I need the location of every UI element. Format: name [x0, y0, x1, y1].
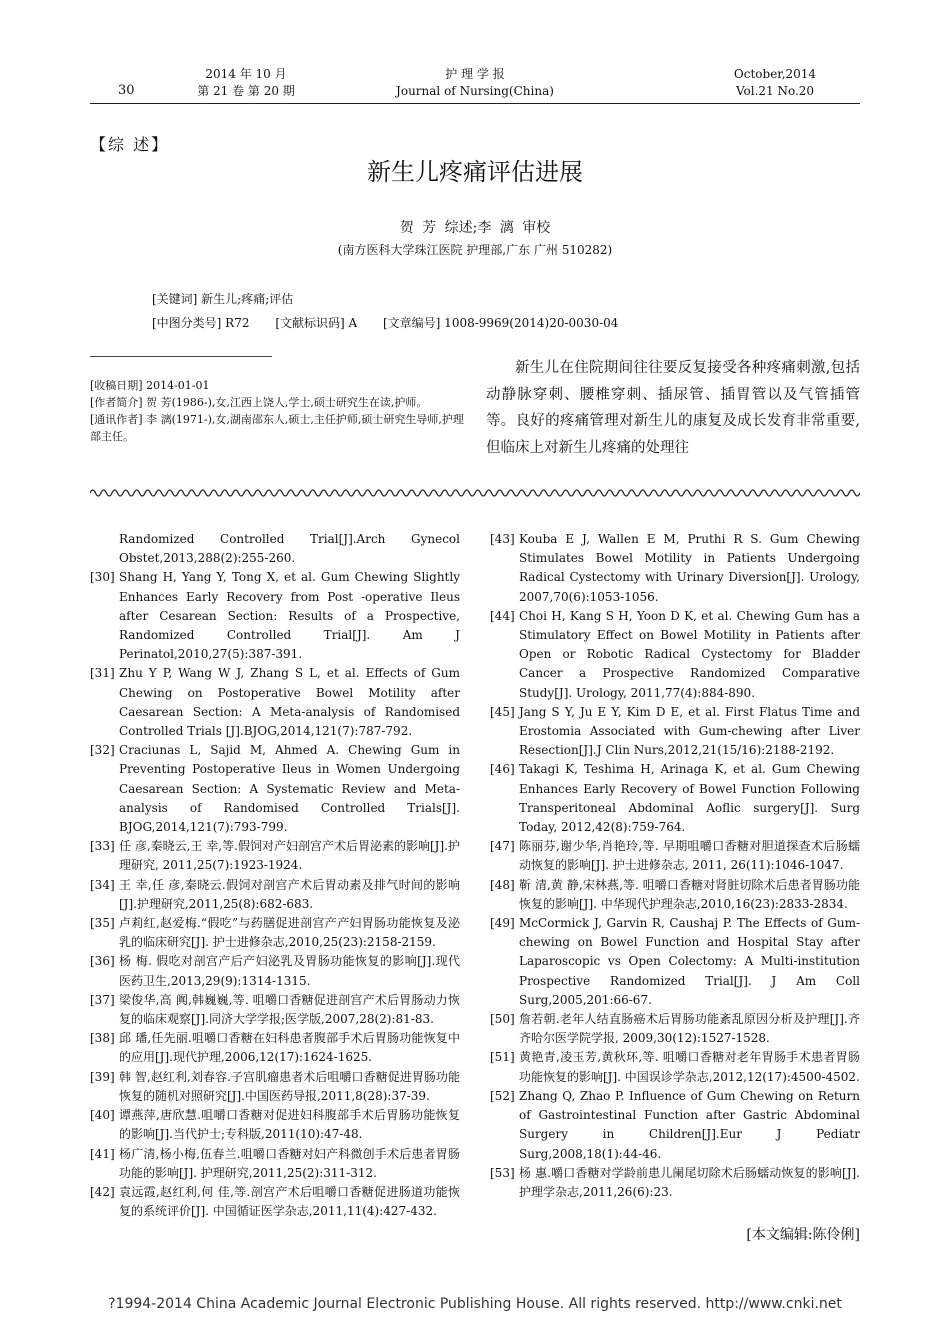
reference-item: [490, 1048, 860, 1086]
reference-number: [34]: [90, 877, 115, 892]
reference-text: 靳 清,黄 静,宋林燕,等. 咀嚼口香糖对肾脏切除术后患者胃肠功能恢复的影响[J]. 中华现代护理杂志,2010,16(23):2833-2834.: [519, 877, 860, 911]
reference-text: 任 彦,秦晓云,王 幸,等.假饲对产妇剖宫产术后胃泌素的影响[J].护理研究, 2011,25(7):1923-1924.: [119, 839, 460, 873]
reference-text: Randomized Controlled Trial[J].Arch Gynecol Obstet,2013,288(2):255-260.: [119, 532, 460, 566]
reference-item: [90, 1029, 460, 1067]
reference-number: [45]: [490, 704, 515, 719]
header-date-volume: [176, 66, 316, 100]
reference-item: [490, 837, 860, 875]
reference-item: [90, 741, 460, 837]
page-number: 30: [118, 83, 135, 98]
reference-item: [90, 876, 460, 914]
reference-text: 黄艳青,凌玉芳,黄秋环,等. 咀嚼口香糖对老年胃肠手术患者胃肠功能恢复的影响[J]. 中国误诊学杂志,2012,12(17):4500-4502.: [519, 1050, 860, 1084]
reference-number: [51]: [490, 1050, 515, 1065]
reference-item: [490, 530, 860, 607]
corresponding-author: [通讯作者] 李 漓(1971-),女,湖南邵东人,硕士,主任护师,硕士研究生导师,护理部主任。: [90, 413, 464, 443]
reference-number: [32]: [90, 743, 115, 758]
reference-number: [53]: [490, 1165, 515, 1180]
reference-number: [39]: [90, 1069, 115, 1084]
reference-item: [90, 991, 460, 1029]
article-affiliation: (南方医科大学珠江医院 护理部,广东 广州 510282): [337, 243, 613, 257]
header-vol-en: Vol.21 No.20: [735, 84, 815, 98]
header-month-en: October,2014: [733, 67, 817, 81]
editor-note: [本文编辑:陈伶俐]: [746, 1227, 860, 1243]
reference-item: [490, 876, 860, 914]
reference-item: [490, 703, 860, 761]
intro-paragraph: 新生儿在住院期间往往要反复接受各种疼痛刺激,包括动静脉穿刺、腰椎穿刺、插尿管、插胃管以及气管插管等。良好的疼痛管理对新生儿的康复及成长发育非常重要,但临床上对新生儿疼痛的处理往: [486, 360, 860, 456]
reference-number: [42]: [90, 1184, 115, 1199]
header-journal: [380, 66, 570, 100]
reference-text: 王 幸,任 彦,秦晓云.假饲对剖宫产术后胃动素及排气时间的影响[J].护理研究,2011,25(8):682-683.: [119, 877, 460, 911]
reference-item: [90, 952, 460, 990]
header-date: 2014 年 10 月: [205, 67, 287, 81]
reference-item: [90, 1145, 460, 1183]
reference-number: [40]: [90, 1108, 115, 1123]
reference-text: 卢莉红,赵爱梅.“假吃”与药膳促进剖宫产产妇胃肠功能恢复及泌乳的临床研究[J]. 护士进修杂志,2010,25(23):2158-2159.: [119, 916, 460, 950]
reference-number: [52]: [490, 1088, 515, 1103]
copyright-footer: ?1994-2014 China Academic Journal Electronic Publishing House. All rights reserved. http://www.cnki.net: [108, 1296, 842, 1312]
reference-number: [31]: [90, 666, 115, 681]
reference-number: [35]: [90, 916, 115, 931]
reference-number: [30]: [90, 570, 115, 585]
classification-code: [中图分类号] R72: [152, 316, 250, 330]
reference-number: [47]: [490, 839, 515, 854]
reference-item: [90, 1183, 460, 1221]
reference-text: Zhu Y P, Wang W J, Zhang S L, et al. Effects of Gum Chewing on Postoperative Bowel Motility after Caesarean Section: A Meta-analysis of Randomised Controlled Trials [J].BJOG,2014,121(7):787-792.: [119, 666, 460, 739]
reference-text: 梁俊华,高 阗,韩巍巍,等. 咀嚼口香糖促进剖宫产术后胃肠动力恢复的临床观察[J].同济大学学报;医学版,2007,28(2):81-83.: [119, 992, 460, 1027]
document-code: [文献标识码] A: [275, 316, 358, 330]
reference-item: [490, 607, 860, 703]
reference-number: [36]: [90, 954, 115, 969]
author-bio: [作者简介] 贺 芳(1986-),女,江西上饶人,学士,硕士研究生在读,护师。: [90, 396, 428, 409]
wavy-separator: [90, 486, 860, 500]
reference-text: 杨 惠.嚼口香糖对学龄前患儿阑尾切除术后肠蠕动恢复的影响[J].护理学杂志,2011,26(6):23.: [519, 1165, 860, 1199]
reference-item: [90, 1068, 460, 1106]
reference-number: [49]: [490, 916, 515, 931]
reference-text: 詹若朝.老年人结直肠癌术后胃肠功能紊乱原因分析及护理[J].齐齐哈尔医学院学报, 2009,30(12):1527-1528.: [519, 1012, 860, 1046]
keywords: [关键词] 新生儿;疼痛;评估: [152, 292, 294, 306]
article-authors: 贺 芳 综述;李 漓 审校: [399, 220, 551, 236]
reference-item: [490, 1164, 860, 1202]
reference-text: 陈丽芬,谢少华,肖艳玲,等. 早期咀嚼口香糖对胆道探查术后肠蠕动恢复的影响[J]. 护士进修杂志, 2011, 26(11):1046-1047.: [519, 839, 860, 873]
reference-item: [90, 914, 460, 952]
reference-text: 邱 璠,任先丽.咀嚼口香糖在妇科患者腹部手术后胃肠功能恢复中的应用[J].现代护理,2006,12(17):1624-1625.: [119, 1031, 460, 1065]
reference-item: [490, 1010, 860, 1048]
footnote-rule: [90, 356, 272, 357]
reference-item: [90, 530, 460, 568]
footnotes: [90, 377, 468, 445]
reference-number: [43]: [490, 532, 515, 546]
reference-text: 杨广清,杨小梅,伍春兰.咀嚼口香糖对妇产科微创手术后患者胃肠功能的影响[J]. 护理研究,2011,25(2):311-312.: [119, 1146, 460, 1180]
reference-text: 袁远霞,赵红利,何 佳,等.剖宫产术后咀嚼口香糖促进肠道功能恢复的系统评价[J]. 中国循证医学杂志,2011,11(4):427-432.: [119, 1184, 460, 1219]
reference-number: [37]: [90, 992, 115, 1007]
reference-text: Choi H, Kang S H, Yoon D K, et al. Chewing Gum has a Stimulatory Effect on Bowel Motility in Patients after Open or Robotic Radical Cystectomy for Bladder Cancer a Prospective Randomized Comparative Study[J]. Urology, 2011,77(4):884-890.: [519, 608, 860, 700]
reference-number: [41]: [90, 1146, 115, 1161]
classification-line: [152, 314, 640, 331]
reference-item: [90, 1106, 460, 1144]
reference-text: 杨 梅. 假吃对剖宫产后产妇泌乳及胃肠功能恢复的影响[J].现代医药卫生,2013,29(9):1314-1315.: [119, 954, 460, 988]
reference-number: [38]: [90, 1031, 115, 1046]
references-left-column: [90, 530, 460, 1221]
reference-item: [90, 837, 460, 875]
reference-text: 韩 智,赵红利,刘春容.子宫肌瘤患者术后咀嚼口香糖促进胃肠功能恢复的随机对照研究[J].中国医药导报,2011,8(28):37-39.: [119, 1069, 460, 1103]
header-date-en: [690, 66, 860, 100]
reference-number: [48]: [490, 877, 515, 892]
reference-text: Shang H, Yang Y, Tong X, et al. Gum Chewing Slightly Enhances Early Recovery from Post -operative Ileus after Cesarean Section: Results of a Prospective, Randomized Controlled Trial[J]. Am J Perinatol,2010,27(5):387-391.: [119, 570, 460, 662]
reference-text: Kouba E J, Wallen E M, Pruthi R S. Gum Chewing Stimulates Bowel Motility in Patients Undergoing Radical Cystectomy with Urinary Diversion[J]. Urology, 2007,70(6):1053-1056.: [519, 532, 860, 604]
header-volume: 第 21 卷 第 20 期: [197, 84, 295, 98]
reference-item: [490, 760, 860, 837]
reference-item: [490, 914, 860, 1010]
reference-number: [44]: [490, 608, 515, 623]
article-number: [文章编号] 1008-9969(2014)20-0030-04: [383, 316, 619, 330]
reference-text: Zhang Q, Zhao P. Influence of Gum Chewing on Return of Gastrointestinal Function after Gastric Abdominal Surgery in Children[J].Eur J Pediatr Surg,2008,18(1):44-46.: [519, 1088, 860, 1161]
reference-text: 谭燕萍,唐欣慧.咀嚼口香糖对促进妇科腹部手术后胃肠功能恢复的影响[J].当代护士;专科版,2011(10):47-48.: [119, 1108, 460, 1142]
reference-number: [46]: [490, 762, 515, 777]
reference-text: McCormick J, Garvin R, Caushaj P. The Effects of Gum-chewing on Bowel Function and Hospital Stay after Laparoscopic vs Open Colectomy: A Multi-institution Prospective Randomized Trial[J]. J Am Coll Surg,2005,201:66-67.: [519, 916, 860, 1007]
reference-text: Craciunas L, Sajid M, Ahmed A. Chewing Gum in Preventing Postoperative Ileus in Women Undergoing Caesarean Section: A Systematic Review and Meta-analysis of Randomised Controlled Trials[J]. BJOG,2014,121(7):793-799.: [119, 743, 460, 835]
article-title: 新生儿疼痛评估进展: [367, 158, 583, 186]
received-date: [收稿日期] 2014-01-01: [90, 379, 210, 392]
header-rule: [90, 103, 860, 104]
reference-item: [90, 568, 460, 664]
header-journal-en: Journal of Nursing(China): [396, 84, 554, 98]
section-label: 【综 述】: [90, 135, 170, 154]
reference-text: Takagi K, Teshima H, Arinaga K, et al. Gum Chewing Enhances Early Recovery of Bowel Function Following Transperitoneal Abdominal Aoflic surgery[J]. Surg Today, 2012,42(8):759-764.: [519, 762, 860, 835]
header-journal-cn: 护 理 学 报: [445, 67, 505, 81]
reference-text: Jang S Y, Ju E Y, Kim D E, et al. First Flatus Time and Erostomia Associated with Gum-chewing after Liver Resection[J].J Clin Nurs,2012,21(15/16):2188-2192.: [519, 704, 860, 758]
references-right-column: [490, 530, 860, 1202]
reference-item: [90, 664, 460, 741]
reference-item: [490, 1087, 860, 1164]
reference-number: [50]: [490, 1012, 515, 1027]
reference-number: [33]: [90, 839, 115, 854]
